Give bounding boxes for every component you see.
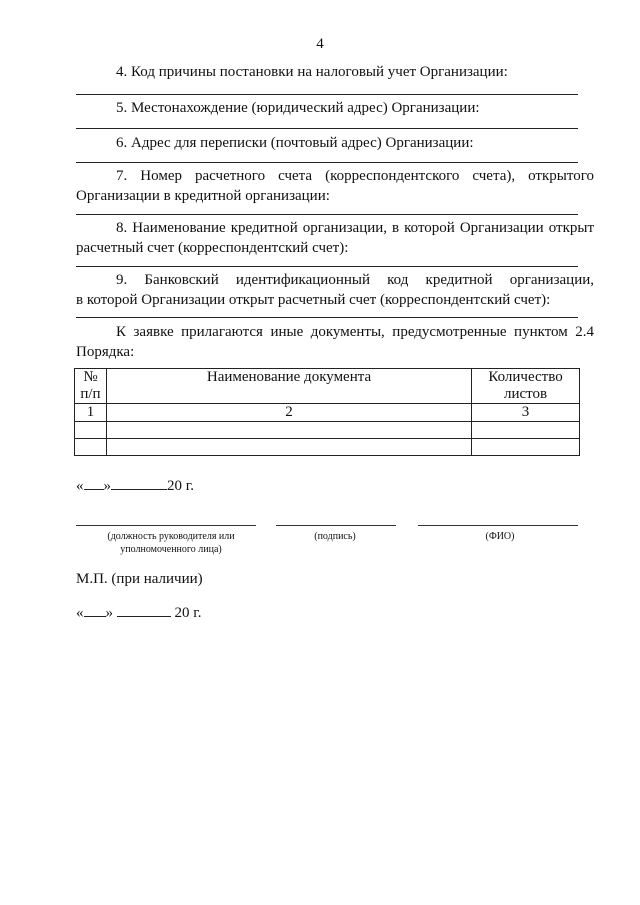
- sign-caption: (подпись): [314, 531, 356, 542]
- date-close-quote: »: [105, 605, 113, 621]
- item-address: 5. Местонахождение (юридический адрес) Организации:: [116, 100, 480, 116]
- item-bik-line1: 9. Банковский идентификационный код кредитной организации,: [116, 272, 594, 288]
- header-document-name: Наименование документа: [106, 369, 471, 404]
- fill-line-bik: [76, 317, 578, 318]
- date-open-quote: «: [76, 605, 84, 621]
- table-cell: [472, 439, 580, 456]
- table-cell: [75, 439, 107, 456]
- stamp-note: М.П. (при наличии): [76, 571, 203, 587]
- fill-line-bank: [76, 266, 578, 267]
- page-number: 4: [316, 36, 324, 52]
- header-count-line2: листов: [503, 386, 548, 402]
- table-cell: [106, 439, 471, 456]
- item-postal-address: 6. Адрес для переписки (почтовый адрес) Организации:: [116, 135, 474, 151]
- item-bik-line2: в которой Организации открыт расчетный счет (корреспондентский счет):: [76, 292, 551, 308]
- item-account-line2: Организации в кредитной организации:: [76, 188, 330, 204]
- day-blank: [84, 604, 106, 617]
- month-blank: [111, 477, 167, 490]
- table-header-row: [75, 369, 580, 404]
- item-bank-line2: расчетный счет (корреспондентский счет):: [76, 240, 349, 256]
- date-open-quote: «: [76, 478, 84, 494]
- date-close-quote: »: [103, 478, 111, 494]
- column-number-3: 3: [472, 404, 580, 422]
- day-blank: [84, 477, 104, 490]
- fio-caption: (ФИО): [485, 531, 515, 542]
- header-number-line2: п/п: [80, 386, 101, 402]
- documents-table: [74, 368, 580, 456]
- table-cell: [472, 422, 580, 439]
- header-count-line1: Количество: [488, 369, 563, 385]
- date-year: 20 г.: [167, 478, 194, 494]
- table-row: [75, 439, 580, 456]
- column-number-1: 1: [75, 404, 107, 422]
- position-caption-line1: (должность руководителя или: [107, 531, 235, 542]
- fill-line-postal: [76, 162, 578, 163]
- fill-line-account: [76, 214, 578, 215]
- item-bank-line1: 8. Наименование кредитной организации, в которой Организации открыт: [116, 220, 594, 236]
- item-account-line1: 7. Номер расчетного счета (корреспондентского счета), открытого: [116, 168, 594, 184]
- date-year: 20 г.: [174, 605, 202, 621]
- position-caption: [76, 530, 266, 556]
- table-cell: [106, 422, 471, 439]
- date-field-2: [76, 604, 201, 622]
- table-cell: [75, 422, 107, 439]
- sign-signature-line: [276, 525, 396, 526]
- item-kpp: 4. Код причины постановки на налоговый учет Организации:: [116, 64, 508, 80]
- fill-line-address: [76, 128, 578, 129]
- table-numbering-row: [75, 404, 580, 422]
- position-signature-line: [76, 525, 256, 526]
- attachments-line2: Порядка:: [76, 344, 135, 360]
- fio-signature-line: [418, 525, 578, 526]
- date-field-1: [76, 477, 194, 495]
- month-blank: [117, 604, 171, 617]
- header-sheet-count: [472, 369, 580, 404]
- attachments-line1: К заявке прилагаются иные документы, предусмотренные пунктом 2.4: [116, 324, 594, 340]
- header-number: [75, 369, 107, 404]
- fill-line-kpp: [76, 94, 578, 95]
- column-number-2: 2: [106, 404, 471, 422]
- position-caption-line2: уполномоченного лица): [120, 544, 222, 555]
- header-number-line1: №: [83, 369, 98, 385]
- table-row: [75, 422, 580, 439]
